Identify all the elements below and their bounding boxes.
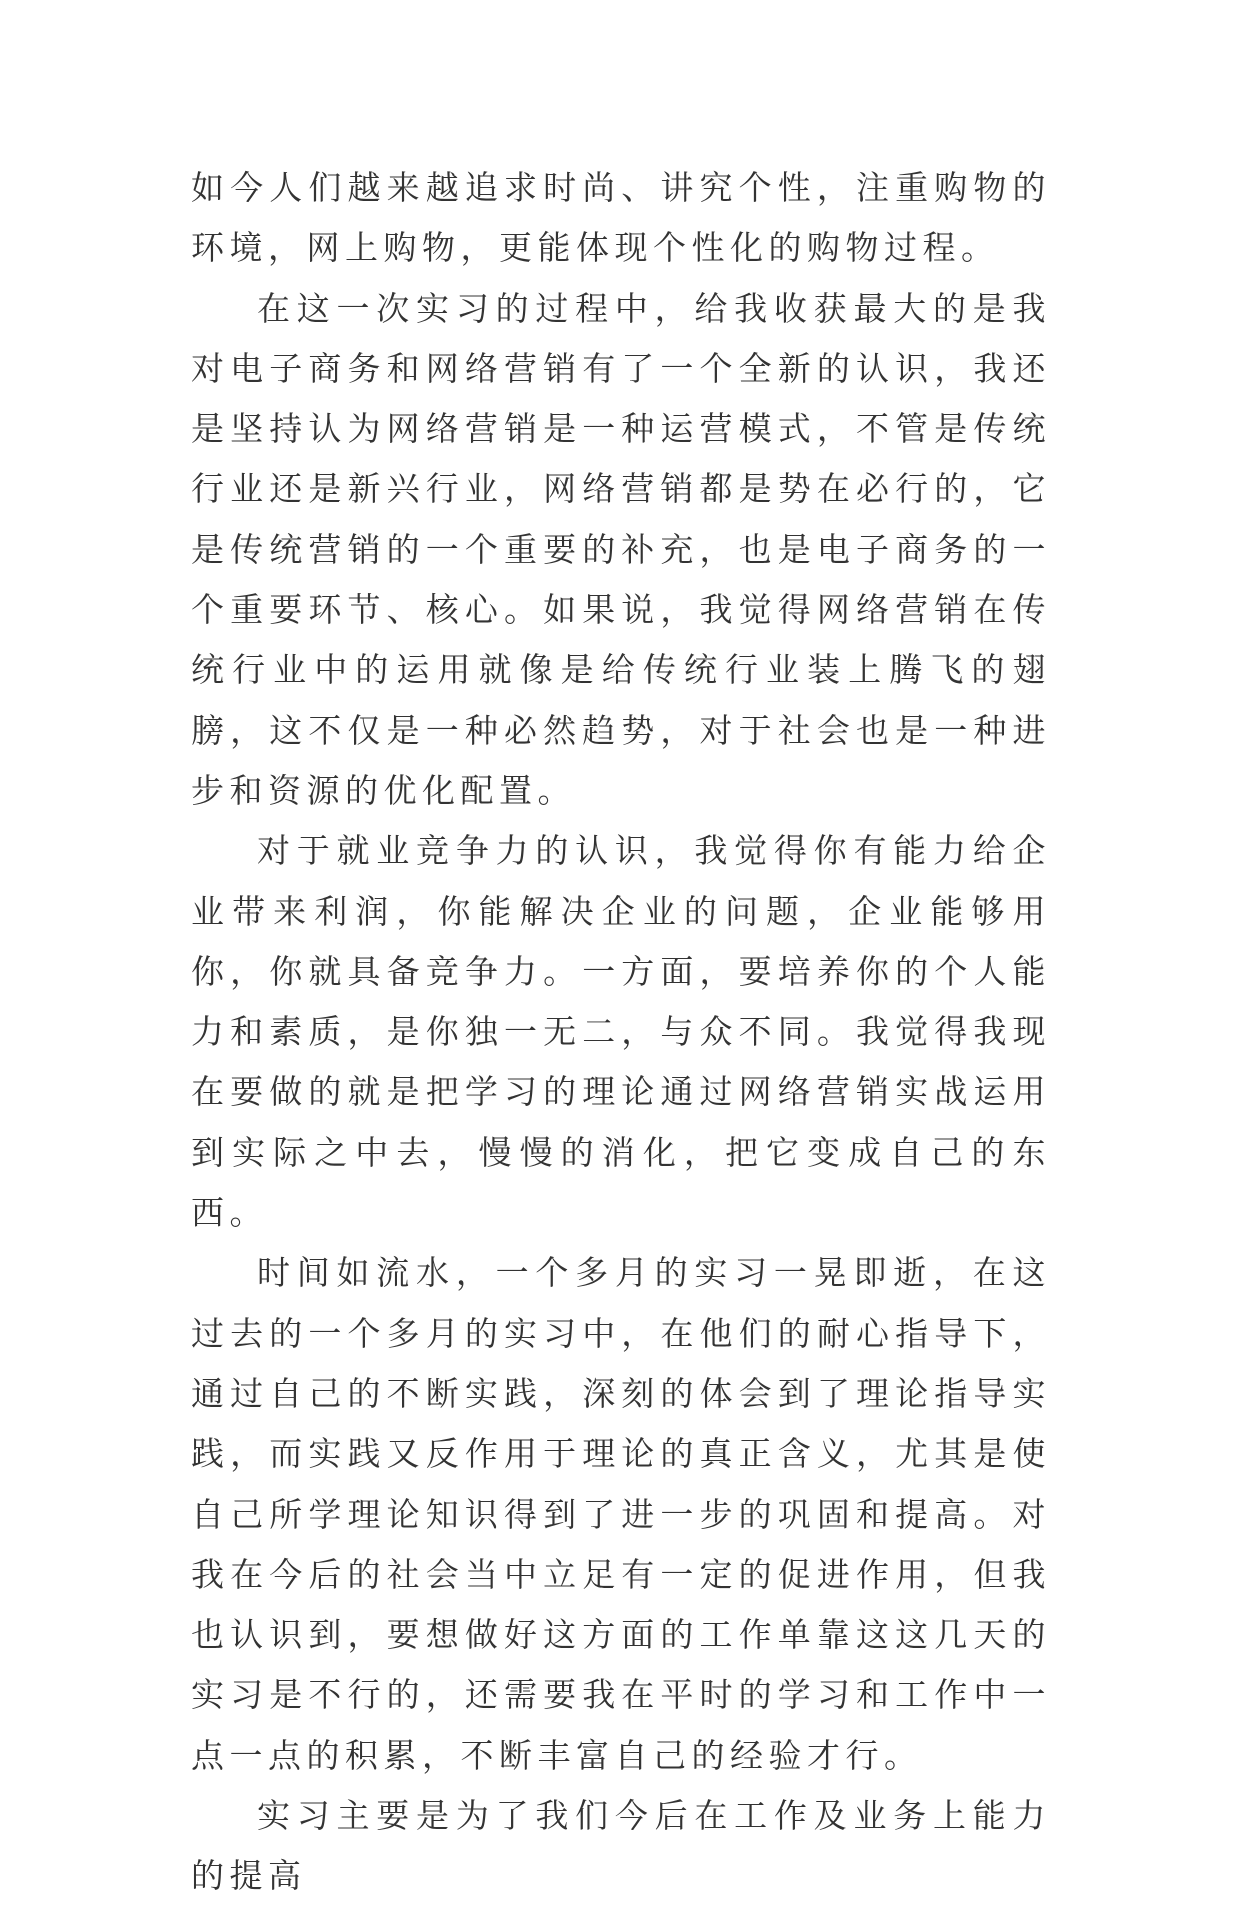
paragraph-online-shopping-continuation: 如今人们越来越追求时尚、讲究个性，注重购物的环境，网上购物，更能体现个性化的购物过程。 xyxy=(191,168,1051,268)
paragraph-internship-reflection: 时间如流水，一个多月的实习一晃即逝，在这过去的一个多月的实习中，在他们的耐心指导下，通过自己的不断实践，深刻的体会到了理论指导实践，而实践又反作用于理论的真正含义，尤其是使自己所学理论知识得到了进一步的巩固和提高。对我在今后的社会当中立足有一定的促进作用，但我也认识到，要想做好这方面的工作单靠这这几天的实习是不行的，还需要我在平时的学习和工作中一点一点的积累，不断丰富自己的经验才行。 xyxy=(191,1253,1051,1775)
document-body xyxy=(191,158,1051,1907)
paragraph-internship-gains: 在这一次实习的过程中，给我收获最大的是我对电子商务和网络营销有了一个全新的认识，我还是坚持认为网络营销是一种运营模式，不管是传统行业还是新兴行业，网络营销都是势在必行的，它是传统营销的一个重要的补充，也是电子商务的一个重要环节、核心。如果说，我觉得网络营销在传统行业中的运用就像是给传统行业装上腾飞的翅膀，这不仅是一种必然趋势，对于社会也是一种进步和资源的优化配置。 xyxy=(191,288,1051,810)
paragraph-employment-competitiveness: 对于就业竞争力的认识，我觉得你有能力给企业带来利润，你能解决企业的问题，企业能够用你，你就具备竞争力。一方面，要培养你的个人能力和素质，是你独一无二，与众不同。我觉得我现在要做的就是把学习的理论通过网络营销实战运用到实际之中去，慢慢的消化，把它变成自己的东西。 xyxy=(191,831,1051,1233)
paragraph-internship-purpose: 实习主要是为了我们今后在工作及业务上能力的提高 xyxy=(191,1796,1051,1896)
